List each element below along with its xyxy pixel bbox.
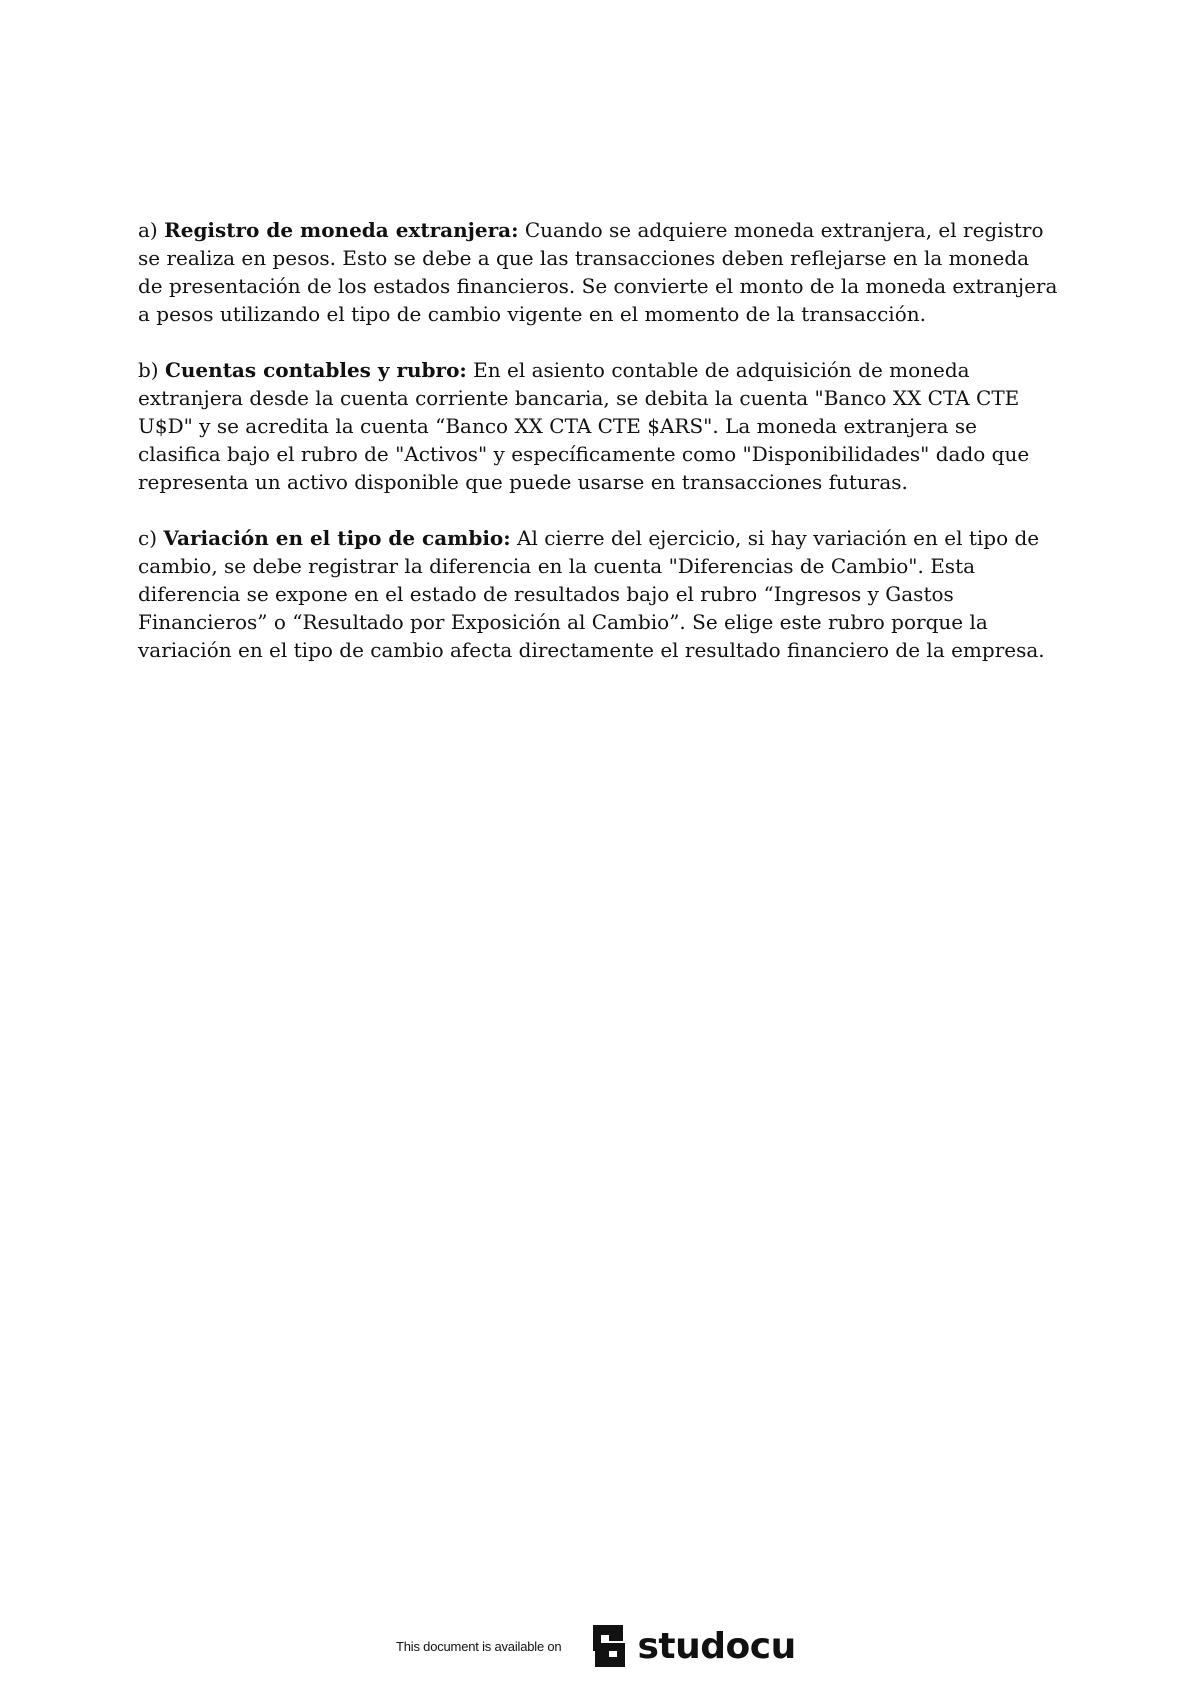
footer-banner[interactable] (396, 1620, 796, 1672)
studocu-logo-text: studocu (637, 1625, 796, 1667)
paragraph-a-body: Cuando se adquiere moneda extranjera, el registro se realiza en pesos. Esto se debe a que las transacciones deben reflejarse en la moneda de presentación de los estados financieros. Se convierte el monto de la moneda extranjera a pesos utilizando el tipo de cambio vigente en el momento de la transacción. (138, 218, 1058, 326)
paragraph-c-body: Al cierre del ejercicio, si hay variación en el tipo de cambio, se debe registrar la diferencia en la cuenta "Diferencias de Cambio". Esta diferencia se expone en el estado de resultados bajo el rubro “Ingresos y Gastos Financieros” o “Resultado por Exposición al Cambio”. Se elige este rubro porque la variación en el tipo de cambio afecta directamente el resultado financiero de la empresa. (138, 526, 1045, 662)
paragraph-b-body: En el asiento contable de adquisición de moneda extranjera desde la cuenta corriente bancaria, se debita la cuenta "Banco XX CTA CTE U$D" y se acredita la cuenta “Banco XX CTA CTE $ARS". La moneda extranjera se clasifica bajo el rubro de "Activos" y específicamente como "Disponibilidades" dado que representa un activo disponible que puede usarse en transacciones futuras. (138, 358, 1030, 494)
paragraph-a (138, 216, 1058, 328)
paragraph-a-heading: Registro de moneda extranjera: (164, 218, 519, 242)
paragraph-c (138, 524, 1058, 664)
studocu-logo-icon (587, 1621, 631, 1671)
paragraph-b-prefix: b) (138, 358, 165, 382)
paragraph-b-heading: Cuentas contables y rubro: (164, 358, 467, 382)
document-body (138, 216, 1058, 692)
studocu-logo[interactable] (587, 1621, 795, 1671)
paragraph-c-prefix: c) (138, 526, 164, 550)
paragraph-c-heading: Variación en el tipo de cambio: (163, 526, 511, 550)
paragraph-b (138, 356, 1058, 496)
paragraph-a-prefix: a) (138, 218, 165, 242)
footer-text: This document is available on (396, 1638, 562, 1654)
